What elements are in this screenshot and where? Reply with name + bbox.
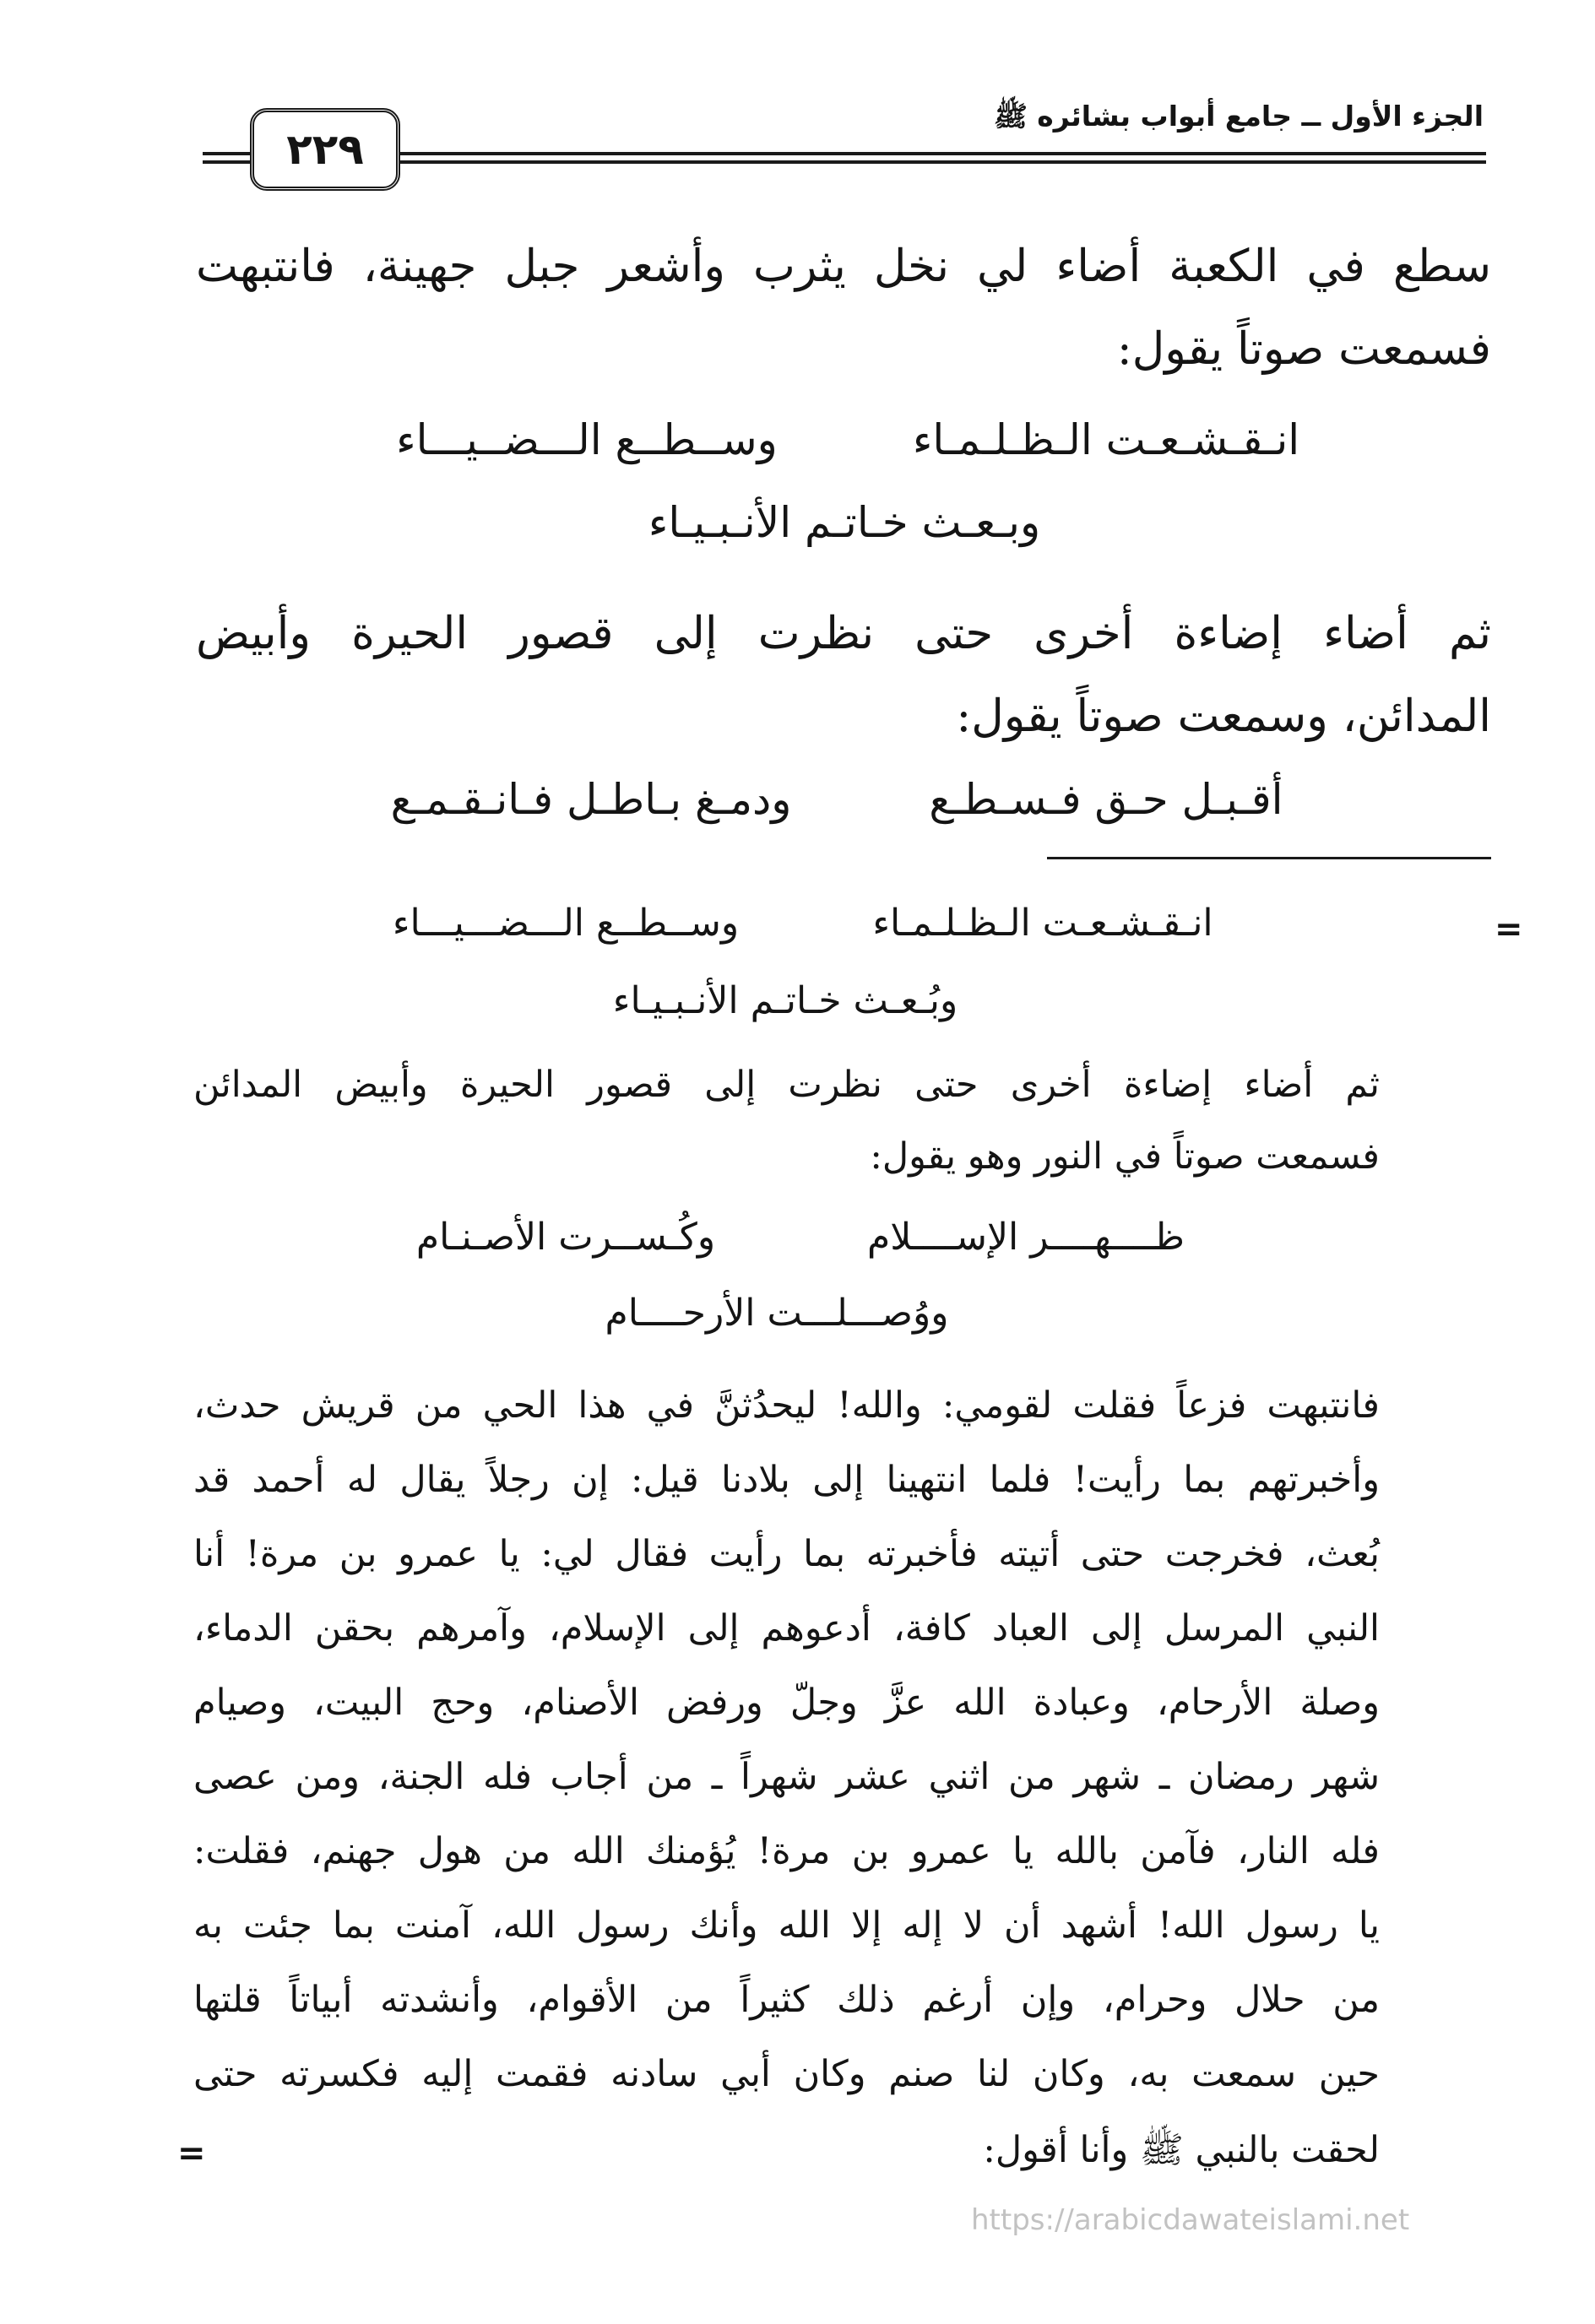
running-header-title: الجزء الأول ــ جامع أبواب بشائره ﷺ xyxy=(993,100,1484,133)
footnote-paragraph-line-11: لحقت بالنبي ﷺ وأنا أقول: xyxy=(983,2129,1380,2171)
footnote-paragraph-line-9: من حلال وحرام، وإن أرغم ذلك كثيراً من الأقوام، وأنشدته أبياتاً قلتها xyxy=(193,1979,1380,2021)
main-text-line-3: ثم أضاء إضاءة أخرى حتى نظرت إلى قصور الحيرة وأبيض xyxy=(196,608,1491,659)
footnote-end-mark: = xyxy=(177,2134,206,2173)
footnote-paragraph-line-6: شهر رمضان ـ شهر من اثني عشر شهراً ـ من أجاب فله الجنة، ومن عصى xyxy=(193,1756,1380,1798)
footnote-separator xyxy=(1047,857,1491,859)
footnote-paragraph-line-4: النبي المرسل إلى العباد كافة، أدعوهم إلى الإسلام، وآمرهم بحقن الدماء، xyxy=(193,1607,1380,1650)
footnote-paragraph-line-1: فانتبهت فزعاً فقلت لقومي: والله! ليحدُثنَّ في هذا الحي من قريش حدث، xyxy=(193,1384,1380,1427)
footnote-paragraph-line-2: وأخبرتهم بما رأيت! فلما انتهينا إلى بلادنا قيل: إن رجلاً يقال له أحمد قد xyxy=(193,1459,1380,1501)
footnote-paragraph-line-7: فله النار، فآمن بالله يا عمرو بن مرة! يُؤمنك الله من هول جهنم، فقلت: xyxy=(193,1830,1380,1872)
page-number-frame xyxy=(250,108,400,191)
footnote-paragraph-line-3: بُعث، فخرجت حتى أتيته فأخبرته بما رأيت فقال لي: يا عمرو بن مرة! أنا xyxy=(193,1533,1380,1575)
verse-1-third-line: وبـعـث خـاتـم الأنـبـيـاء xyxy=(648,498,1041,547)
footnote-paragraph-line-5: وصلة الأرحام، وعبادة الله عزَّ وجلّ ورفض الأصنام، وحج البيت، وصيام xyxy=(193,1682,1380,1724)
footnote-paragraph-line-10: حين سمعت به، وكان لنا صنم وكان أبي سادنه فقمت إليه فكسرته حتى xyxy=(193,2053,1380,2095)
footnote-verse-2-first: ظــــهــــر الإســــلام xyxy=(867,1216,1185,1259)
main-text-line-2: فسمعت صوتاً يقول: xyxy=(1116,323,1491,375)
footnote-line-2: فسمعت صوتاً في النور وهو يقول: xyxy=(870,1135,1380,1178)
footnote-paragraph-line-8: يا رسول الله! أشهد أن لا إله إلا الله وأنك رسول الله، آمنت بما جئت به xyxy=(193,1904,1380,1947)
footnote-verse-2-third: ووُصـــلـــت الأرحــــام xyxy=(605,1292,949,1335)
footnote-verse-1-first: انـقـشـعـت الـظـلـمـاء xyxy=(872,902,1213,945)
verse-1-first-hemistich: انـقـشـعـت الـظـلـمـاء xyxy=(912,415,1300,464)
footnote-verse-1-second: وســطــع الـــضـــيـــاء xyxy=(392,902,740,945)
verse-2-first-hemistich: أقـبـل حـق فـسـطـع xyxy=(929,775,1283,824)
footnote-continuation-mark: = xyxy=(1495,910,1523,949)
verse-1-second-hemistich: وســطــع الـــضــيـــاء xyxy=(396,415,778,464)
main-text-line-1: سطع في الكعبة أضاء لي نخل يثرب وأشعر جبل جهينة، فانتبهت xyxy=(196,241,1491,292)
verse-2-second-hemistich: ودمـغ بـاطـل فـانـقـمـع xyxy=(390,775,792,824)
footnote-line-1: ثم أضاء إضاءة أخرى حتى نظرت إلى قصور الحيرة وأبيض المدائن xyxy=(193,1064,1380,1106)
watermark-url: https://arabicdawateislami.net xyxy=(971,2203,1410,2237)
page-number: ٢٢٩ xyxy=(286,125,364,174)
main-text-line-4: المدائن، وسمعت صوتاً يقول: xyxy=(956,691,1491,742)
footnote-verse-1-third: وبُـعـث خـاتـم الأنـبـيـاء xyxy=(612,979,958,1022)
footnote-verse-2-second: وكُـســرت الأصـنـام xyxy=(415,1216,716,1259)
